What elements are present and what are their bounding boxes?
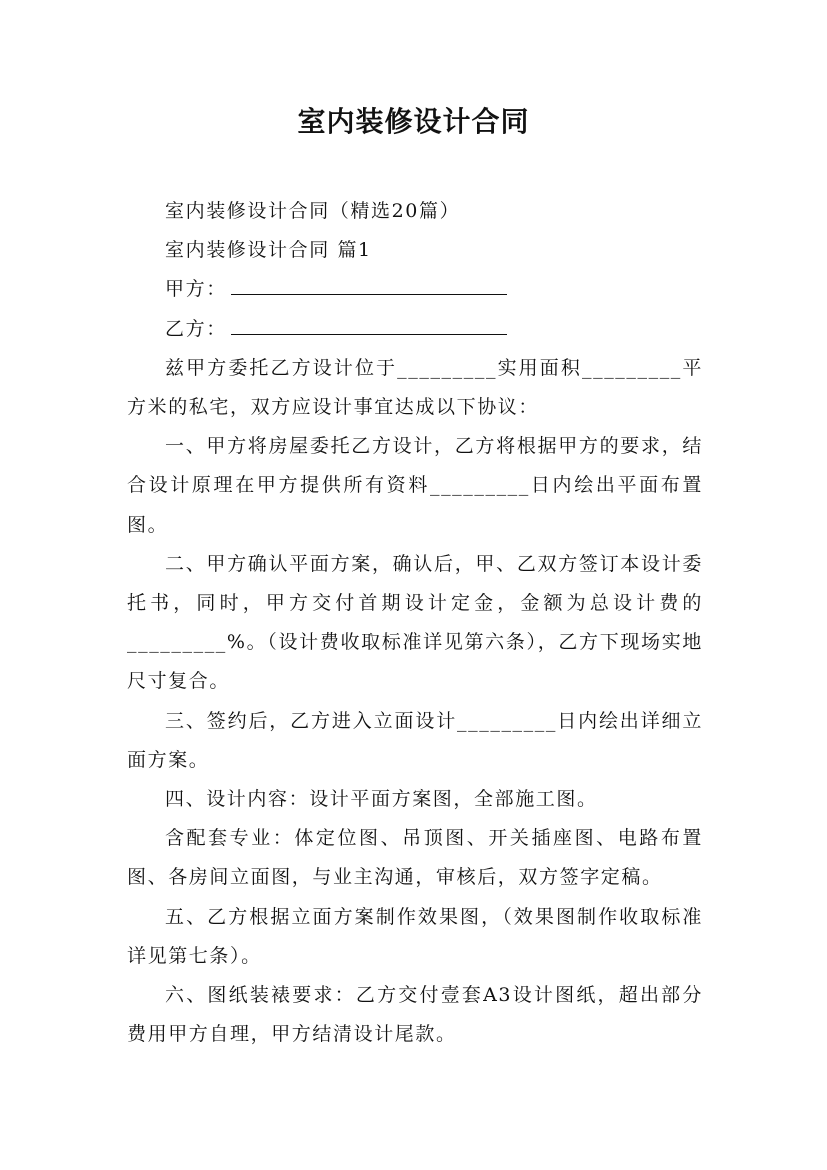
section-heading: 室内装修设计合同 篇1 (165, 239, 372, 262)
paragraph-clause-3: 三、签约后，乙方进入立面设计_________日内绘出详细立面方案。 (127, 709, 703, 771)
paragraph-clause-1: 一、甲方将房屋委托乙方设计，乙方将根据甲方的要求，结合设计原理在甲方提供所有资料_________日内绘出平面布置图。 (127, 435, 703, 536)
document-subtitle: 室内装修设计合同（精选20篇） (165, 200, 461, 222)
party-a-label: 甲方： (165, 278, 227, 301)
document-title: 室内装修设计合同 (297, 105, 530, 138)
paragraph-clause-4: 四、设计内容：设计平面方案图，全部施工图。 (165, 788, 598, 811)
party-b-label: 乙方： (165, 317, 227, 340)
party-b-blank (231, 313, 507, 335)
party-b-line (127, 310, 703, 349)
paragraph-clause-2: 二、甲方确认平面方案，确认后，甲、乙双方签订本设计委托书，同时，甲方交付首期设计定金，金额为总设计费的_________%。（设计费收取标准详见第六条），乙方下现场实地尺寸复合。 (127, 552, 703, 693)
party-a-line (127, 270, 703, 309)
paragraph-intro: 兹甲方委托乙方设计位于_________实用面积_________平方米的私宅，双方应设计事宜达成以下协议： (127, 356, 703, 419)
paragraph-clause-4-detail: 含配套专业：体定位图、吊顶图、开关插座图、电路布置图、各房间立面图，与业主沟通，审核后，双方签字定稿。 (127, 827, 703, 889)
party-a-blank (231, 274, 507, 296)
document-body (127, 192, 703, 1054)
paragraph-clause-5: 五、乙方根据立面方案制作效果图，（效果图制作收取标准详见第七条）。 (127, 905, 703, 967)
paragraph-clause-6: 六、图纸装裱要求：乙方交付壹套A3设计图纸，超出部分费用甲方自理，甲方结清设计尾款。 (127, 984, 703, 1046)
